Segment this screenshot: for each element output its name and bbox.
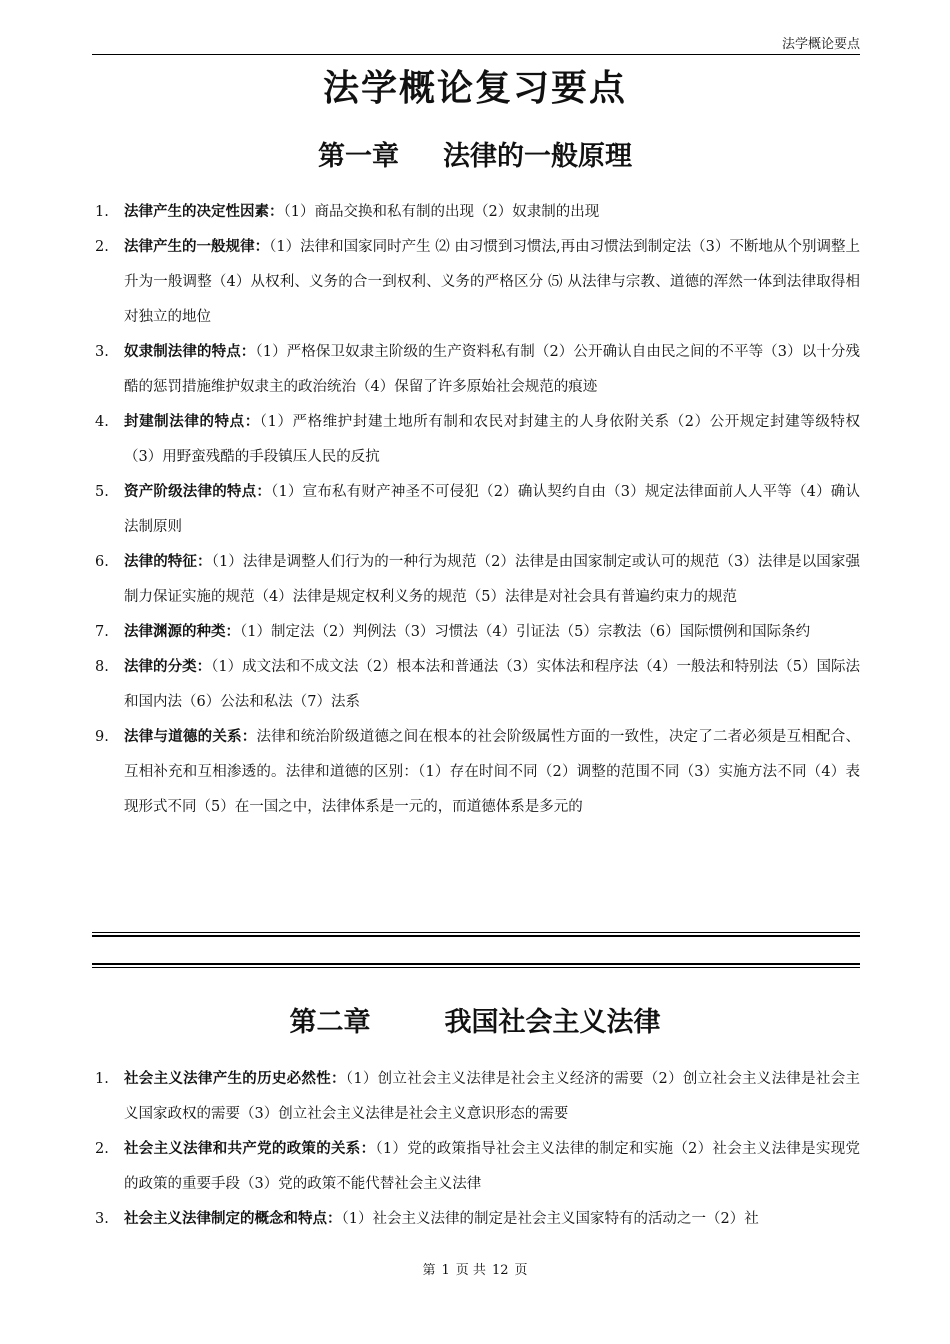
item-text: （1）法律和国家同时产生 ⑵ 由习惯到习惯法,再由习惯法到制定法（3）不断地从个别调整上升为一般调整（4）从权利、义务的合一到权利、义务的严格区分 ⑸ 从法律与宗教、道德的浑然一体到法律取得相对独立的地位 (124, 239, 860, 325)
item-term: 法律的特征： (124, 554, 212, 570)
item-term: 奴隶制法律的特点： (124, 344, 256, 360)
page-number: 1 (441, 1263, 450, 1278)
item-term: 封建制法律的特点： (124, 414, 260, 430)
item-number: 3. (95, 344, 109, 360)
list-item (92, 1202, 860, 1237)
chapter-title: 法律的一般原理 (443, 141, 632, 172)
item-term: 法律的分类： (124, 659, 212, 675)
total-pages: 12 (491, 1263, 509, 1278)
item-number: 1. (95, 204, 109, 220)
item-term: 法律产生的一般规律： (124, 239, 270, 255)
running-header (92, 36, 860, 55)
item-text: （1）制定法（2）判例法（3）习惯法（4）引证法（5）宗教法（6）国际惯例和国际条约 (240, 624, 811, 640)
list-item (92, 650, 860, 720)
item-text: （1）法律是调整人们行为的一种行为规范（2）法律是由国家制定或认可的规范（3）法律是以国家强制力保证实施的规范（4）法律是规定权利义务的规范（5）法律是对社会具有普遍约束力的规范 (124, 554, 860, 605)
list-item (92, 545, 860, 615)
page-footer (0, 1259, 950, 1278)
chapter-title: 我国社会主义法律 (444, 1007, 661, 1038)
item-number: 2. (95, 1141, 109, 1157)
item-number: 3. (95, 1211, 109, 1227)
list-item (92, 230, 860, 335)
item-term: 社会主义法律产生的历史必然性： (124, 1071, 346, 1087)
chapter-number: 第一章 (318, 141, 399, 172)
item-text: （1）成文法和不成文法（2）根本法和普通法（3）实体法和程序法（4）一般法和特别法（5）国际法和国内法（6）公法和私法（7）法系 (124, 659, 861, 710)
running-title: 法学概论要点 (781, 37, 860, 52)
item-text: （1）宣布私有财产神圣不可侵犯（2）确认契约自由（3）规定法律面前人人平等（4）确认法制原则 (124, 484, 860, 535)
item-text: （1）严格维护封建土地所有制和农民对封建主的人身依附关系（2）公开规定封建等级特权（3）用野蛮残酷的手段镇压人民的反抗 (124, 414, 861, 465)
item-number: 6. (95, 554, 109, 570)
item-number: 8. (95, 659, 109, 675)
item-number: 2. (95, 239, 109, 255)
chapter-1-points (92, 195, 860, 825)
list-item (92, 720, 860, 825)
item-term: 社会主义法律和共产党的政策的关系： (124, 1141, 376, 1157)
page-suffix: 页 (514, 1263, 528, 1278)
item-term: 社会主义法律制定的概念和特点： (124, 1211, 342, 1227)
list-item (92, 1062, 860, 1132)
section-divider (92, 932, 860, 968)
item-number: 7. (95, 624, 109, 640)
page-middle: 页 共 (455, 1263, 486, 1278)
item-text: （1）社会主义法律的制定是社会主义国家特有的活动之一（2）社 (341, 1211, 759, 1227)
item-term: 资产阶级法律的特点： (124, 484, 272, 500)
list-item (92, 195, 860, 230)
chapter-number: 第二章 (289, 1007, 371, 1038)
list-item (92, 1132, 860, 1202)
chapter-2-heading (0, 1000, 950, 1039)
item-term: 法律产生的决定性因素： (124, 204, 284, 220)
item-text: （1）创立社会主义法律是社会主义经济的需要（2）创立社会主义法律是社会主义国家政权的需要（3）创立社会主义法律是社会主义意识形态的需要 (124, 1071, 861, 1122)
item-text: （1）商品交换和私有制的出现（2）奴隶制的出现 (283, 204, 600, 220)
list-item (92, 335, 860, 405)
item-number: 4. (95, 414, 109, 430)
chapter-2-points (92, 1062, 860, 1237)
list-item (92, 475, 860, 545)
item-text: （1）党的政策指导社会主义法律的制定和实施（2）社会主义法律是实现党的政策的重要手段（3）党的政策不能代替社会主义法律 (124, 1141, 860, 1192)
chapter-1-heading (0, 134, 950, 173)
page-prefix: 第 (422, 1263, 436, 1278)
item-term: 法律渊源的种类： (124, 624, 240, 640)
item-term: 法律与道德的关系： (124, 729, 257, 745)
item-text: （1）严格保卫奴隶主阶级的生产资料私有制（2）公开确认自由民之间的不平等（3）以十分残酷的惩罚措施维护奴隶主的政治统治（4）保留了许多原始社会规范的痕迹 (124, 344, 860, 395)
item-number: 9. (95, 729, 109, 745)
document-title: 法学概论复习要点 (322, 68, 627, 109)
item-number: 5. (95, 484, 109, 500)
list-item (92, 405, 860, 475)
list-item (92, 615, 860, 650)
item-text: 法律和统治阶级道德之间在根本的社会阶级属性方面的一致性，决定了二者必须是互相配合、互相补充和互相渗透的。法律和道德的区别：（1）存在时间不同（2）调整的范围不同（3）实施方法不同（4）表现形式不同（5）在一国之中，法律体系是一元的，而道德体系是多元的 (124, 729, 861, 815)
item-number: 1. (95, 1071, 109, 1087)
